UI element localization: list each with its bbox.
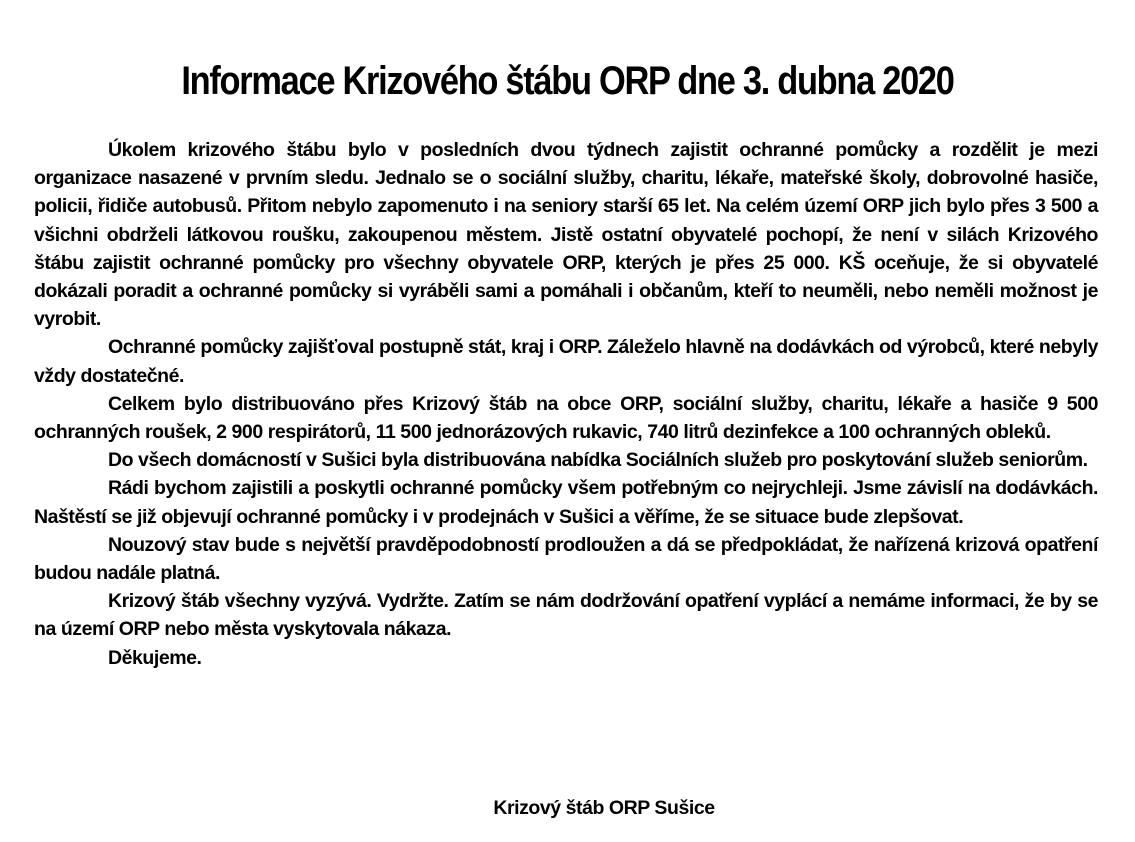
paragraph-appeal: Krizový štáb všechny vyzývá. Vydržte. Zatím se nám dodržování opatření vyplácí a nemáme informaci, že by se na území ORP nebo města vyskytovala nákaza. [34,590,1098,641]
document-title: Informace Krizového štábu ORP dne 3. dubna 2020 [181,59,954,103]
paragraph-suppliers: Ochranné pomůcky zajišťoval postupně stát, kraj i ORP. Záleželo hlavně na dodávkách od výrobců, které nebyly vždy dostatečné. [34,336,1098,387]
document-body [34,136,1098,672]
paragraph-distribution-totals: Celkem bylo distribuováno přes Krizový štáb na obce ORP, sociální služby, charitu, lékaře a hasiče 9 500 ochranných roušek, 2 900 respirátorů, 11 500 jednorázových rukavic, 740 litrů dezinfekce a 100 ochranných obleků. [34,392,1098,444]
paragraph-state-of-emergency: Nouzový stav bude s největší pravděpodobností prodloužen a dá se předpokládat, že nařízená krizová opatření budou nadále platná. [34,533,1098,585]
paragraph-social-services: Do všech domácností v Sušici byla distribuována nabídka Sociálních služeb pro poskytování služeb seniorům. [108,449,1088,472]
document-signature: Krizový štáb ORP Sušice [493,797,715,819]
paragraph-supply-outlook: Rádi bychom zajistili a poskytli ochranné pomůcky všem potřebným co nejrychleji. Jsme závislí na dodávkách. Naštěstí se již objevují ochranné pomůcky i v prodejnách v Sušici a věříme, že se situace bude zlepšovat. [34,477,1098,528]
paragraph-thanks: Děkujeme. [108,646,202,669]
paragraph-protective-equipment: Úkolem krizového štábu bylo v posledních dvou týdnech zajistit ochranné pomůcky a rozdělit je mezi organizace nasazené v prvním sledu. Jednalo se o sociální služby, charitu, lékaře, mateřské školy, dobrovolné hasiče, policii, řidiče autobusů. Přitom nebylo zapomenuto i na seniory starší 65 let. Na celém území ORP jich bylo přes 3 500 a všichni obdrželi látkovou roušku, zakoupenou městem. Jistě ostatní obyvatelé pochopí, že není v silách Krizového štábu zajistit ochranné pomůcky pro všechny obyvatele ORP, kterých je přes 25 000. KŠ oceňuje, že si obyvatelé dokázali poradit a ochranné pomůcky si vyráběli sami a pomáhali i občanům, kteří to neuměli, nebo neměli možnost je vyrobit. [34,139,1098,331]
